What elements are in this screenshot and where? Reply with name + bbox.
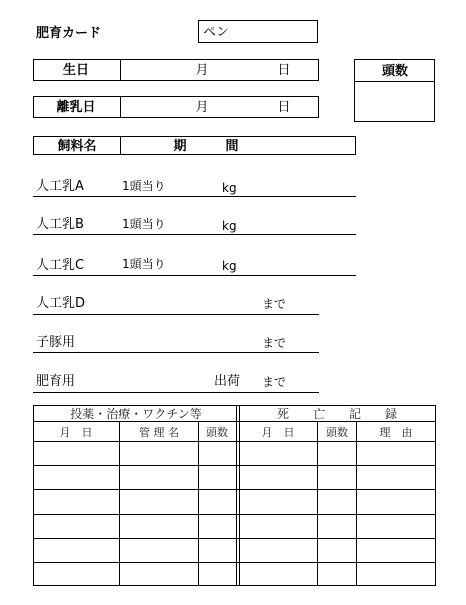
column-divider [356,421,357,586]
death-col-date: 月 日 [261,426,295,439]
death-col-count: 頭数 [326,426,348,439]
feed-row-unit: kg [222,259,237,273]
birth-date-row [33,59,319,81]
feed-row-until: まで [262,336,287,350]
feed-row-underline [33,314,319,315]
weaning-month-label: 月 [195,100,209,115]
feed-row-underline [33,352,319,353]
divider [355,81,434,82]
feed-row-underline [33,196,356,197]
feed-row-until: まで [262,375,287,389]
weaning-day-label: 日 [277,100,291,115]
table-row [33,562,436,563]
head-count-label: 頭数 [381,64,409,79]
divider [120,137,121,154]
column-divider [119,421,120,586]
med-col-date: 月 日 [59,426,93,439]
feed-row-name: 人工乳D [36,296,86,311]
med-col-manager: 管 理 名 [139,426,179,439]
weaning-date-row [33,96,319,118]
death-col-reason: 理 由 [379,426,413,439]
column-divider [317,421,318,586]
table-row [33,465,436,466]
feed-row-per-head: 1頭当り [122,257,166,271]
feed-row-per-head: 1頭当り [122,217,166,231]
feed-row-per-head: 1頭当り [122,179,166,193]
table-separator [236,405,237,586]
feed-row-name: 人工乳B [36,217,84,232]
feed-row-underline [33,275,356,276]
divider [120,60,121,80]
feed-row-underline [33,234,356,235]
column-header-line [33,441,436,442]
feed-row-name: 人工乳C [36,258,85,273]
feed-name-header: 飼料名 [57,139,97,154]
period-header: 期 間 [173,139,239,154]
table-row [33,514,436,515]
table-separator [239,405,240,586]
medication-table-title: 投薬・治療・ワクチン等 [70,407,202,421]
feed-row-underline [33,392,319,393]
weaning-label: 離乳日 [56,100,96,115]
divider [120,97,121,117]
record-tables [33,405,436,586]
pen-label: ペン [203,25,230,40]
feed-row-until: まで [262,297,287,311]
column-divider [198,421,199,586]
birth-month-label: 月 [195,63,209,78]
birth-day-label: 日 [277,63,291,78]
feed-row-name: 子豚用 [36,335,76,350]
pen-field[interactable] [198,20,318,43]
card-title: 肥育カード [36,26,102,41]
feed-row-name: 肥育用 [36,374,76,389]
shipment-label: 出荷 [214,374,241,389]
feed-row-unit: kg [222,219,237,233]
table-row [33,538,436,539]
med-col-count: 頭数 [206,426,228,439]
head-count-box[interactable] [354,59,435,122]
table-row [33,489,436,490]
feed-row-unit: kg [222,181,237,195]
feed-header-row [33,136,356,155]
title-row-line [33,421,436,422]
death-record-title: 死 亡 記 録 [276,407,398,421]
feed-row-name: 人工乳A [36,179,84,194]
birth-label: 生日 [62,63,90,78]
